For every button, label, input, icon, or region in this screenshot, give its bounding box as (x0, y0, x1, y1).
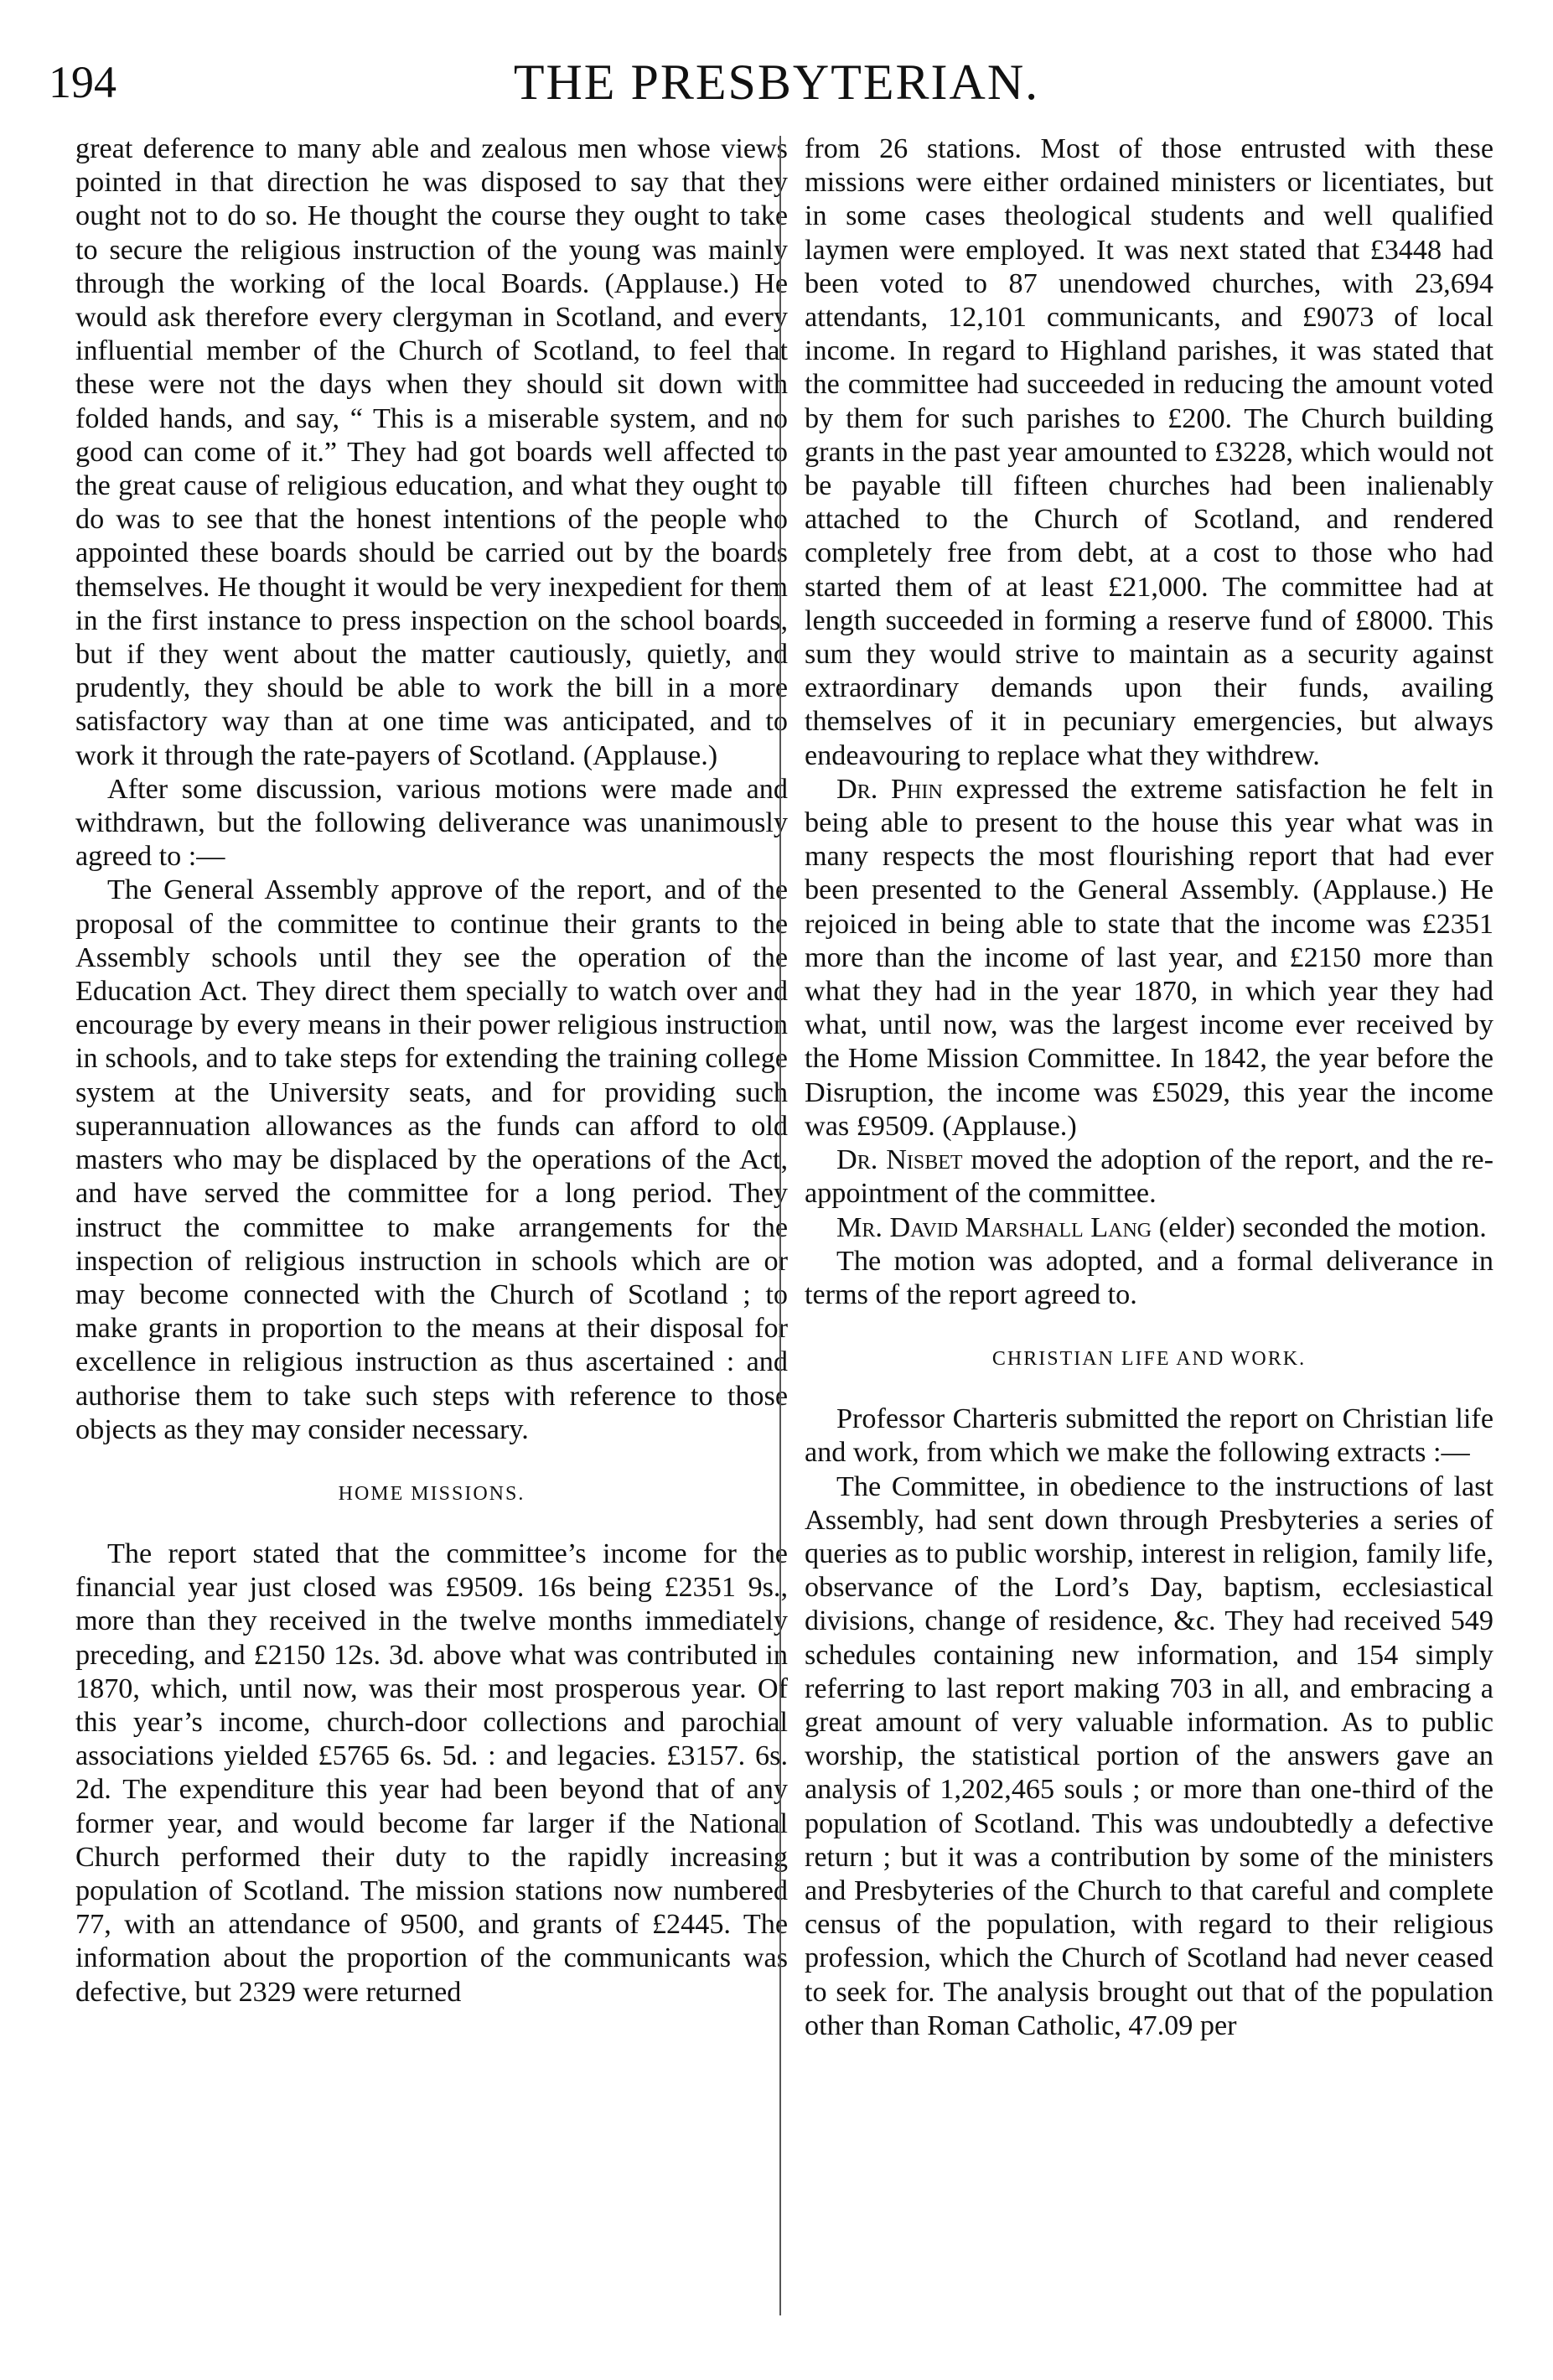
column-divider (779, 136, 781, 2315)
speaker-text: moved the adoption of the report, and the re-appointment of the committee. (805, 1144, 1493, 1210)
page-title: THE PRESBYTERIAN. (513, 54, 1040, 110)
deliverance-paragraph: The General Assembly approve of the report, and of the proposal of the committee to continue their grants to the Assembly schools until they see the operation of the Education Act. They direct them specially to watch over and encourage by every means in their power religious instruction in schools, and to take steps for extending the training college system at the University seats, and for providing such superannuation allowances as the funds can afford to old masters who may be displaced by the operations of the Act, and have served the committee for a long period. They instruct the committee to make arrangements for the inspection of religious instruction in schools which are or may become connected with the Church of Scotland ; to make grants in proportion to the means at their disposal for excellence in religious instruction as thus ascertained : and authorise them to take such steps with reference to those objects as they may consider necessary. (75, 874, 788, 1445)
home-missions-paragraph: The report stated that the committee’s income for the financial year just closed was £9509. 16s being £2351 9s., more than they received in the twelve months immediately preceding, and £2150 12s. 3d. above what was contributed in 1870, which, until now, was their most prosperous year. Of this year’s income, church-door collections and parochial associations yielded £5765 6s. 5d. : and legacies. £3157. 6s. 2d. The expenditure this year had been beyond that of any former year, and would become far larger if the National Church performed their duty to the rapidly increasing population of Scotland. The mission stations now numbered 77, with an attendance of 9500, and grants of £2445. The information about the proportion of the communicants was defective, but 2329 were returned (75, 1537, 788, 2008)
speaker-name: Dr. Phin (836, 773, 943, 805)
right-column (805, 132, 1493, 2043)
right-paragraph-5: The motion was adopted, and a formal deliverance in terms of the report agreed to. (805, 1245, 1493, 1310)
section-heading-home-missions: HOME MISSIONS. (338, 1482, 525, 1505)
left-paragraph-1: great deference to many able and zealous men whose views pointed in that direction he was disposed to say that they ought not to do so. He thought the course they ought to take to secure the religious instruction of the young was mainly through the working of the local Boards. (Applause.) He would ask therefore every clergyman in Scotland, and every influential member of the Church of Scotland, to feel that these were not the days when they should sit down with folded hands, and say, “ This is a miserable system, and no good can come of it.” They had got boards well affected to the great cause of religious education, and what they ought to do was to see that the honest intentions of the people who appointed these boards should be carried out by the boards themselves. He thought it would be very inexpedient for them in the first instance to press inspection on the school boards, but if they went about the matter cautiously, quietly, and prudently, they should be able to work the bill in a more satisfactory way than at one time was anticipated, and to work it through the rate-payers of Scotland. (Applause.) (75, 133, 788, 771)
right-paragraph-4 (805, 1211, 1493, 1245)
left-column (75, 132, 788, 2009)
page-number: 194 (49, 57, 116, 107)
right-paragraph-2 (805, 773, 1493, 1143)
speaker-name: Dr. Nisbet (836, 1144, 963, 1176)
left-paragraph-2: After some discussion, various motions were made and withdrawn, but the following deliverance was unanimously agreed to :— (75, 773, 788, 873)
right-paragraph-6: Professor Charteris submitted the report on Christian life and work, from which we make the following extracts :— (805, 1403, 1493, 1469)
speaker-text: expressed the extreme satisfaction he felt in being able to present to the house this year what was in many respects the most flourishing report that had ever been presented to the General Assembly. (Applause.) He rejoiced in being able to state that the income was £2351 more than the income of last year, and £2150 more than what they had in the year 1870, in which year they had what, until now, was the largest income ever received by the Home Mission Committee. In 1842, the year before the Disruption, the income was £5029, this year the income was £9509. (Applause.) (805, 773, 1493, 1142)
speaker-text: (elder) seconded the motion. (1152, 1211, 1487, 1243)
section-heading-christian-life: CHRISTIAN LIFE AND WORK. (991, 1348, 1307, 1371)
page-header (34, 49, 1519, 124)
right-paragraph-7: The Committee, in obedience to the instructions of last Assembly, had sent down through Presbyteries a series of queries as to public worship, interest in religion, family life, observance of the Lord’s Day, baptism, ecclesiastical divisions, change of residence, &c. They had received 549 schedules containing new information, and 154 simply referring to last report making 703 in all, and embracing a great amount of very valuable information. As to public worship, the statistical portion of the answers gave an analysis of 1,202,465 souls ; or more than one-third of the population of Scotland. This was undoubtedly a defective return ; but it was a contribution by some of the ministers and Presbyteries of the Church to that careful and complete census of the population, with regard to their religious profession, which the Church of Scotland had never ceased to seek for. The analysis brought out that of the population other than Roman Catholic, 47.09 per (805, 1470, 1493, 2041)
speaker-name: Mr. David Marshall Lang (836, 1211, 1152, 1243)
right-paragraph-1: from 26 stations. Most of those entrusted with these missions were either ordained ministers or licentiates, but in some cases theological students and well qualified laymen were employed. It was next stated that £3448 had been voted to 87 unendowed churches, with 23,694 attendants, 12,101 communicants, and £9073 of local income. In regard to Highland parishes, it was stated that the committee had succeeded in reducing the amount voted by them for such parishes to £200. The Church building grants in the past year amounted to £3228, which would not be payable till fifteen churches had been inalienably attached to the Church of Scotland, and rendered completely free from debt, at a cost to those who had started them of at least £21,000. The committee had at length succeeded in forming a reserve fund of £8000. This sum they would strive to maintain as a security against extraordinary demands upon their funds, availing themselves of it in pecuniary emergencies, but always endeavouring to replace what they withdrew. (805, 133, 1493, 771)
right-paragraph-3 (805, 1143, 1493, 1211)
